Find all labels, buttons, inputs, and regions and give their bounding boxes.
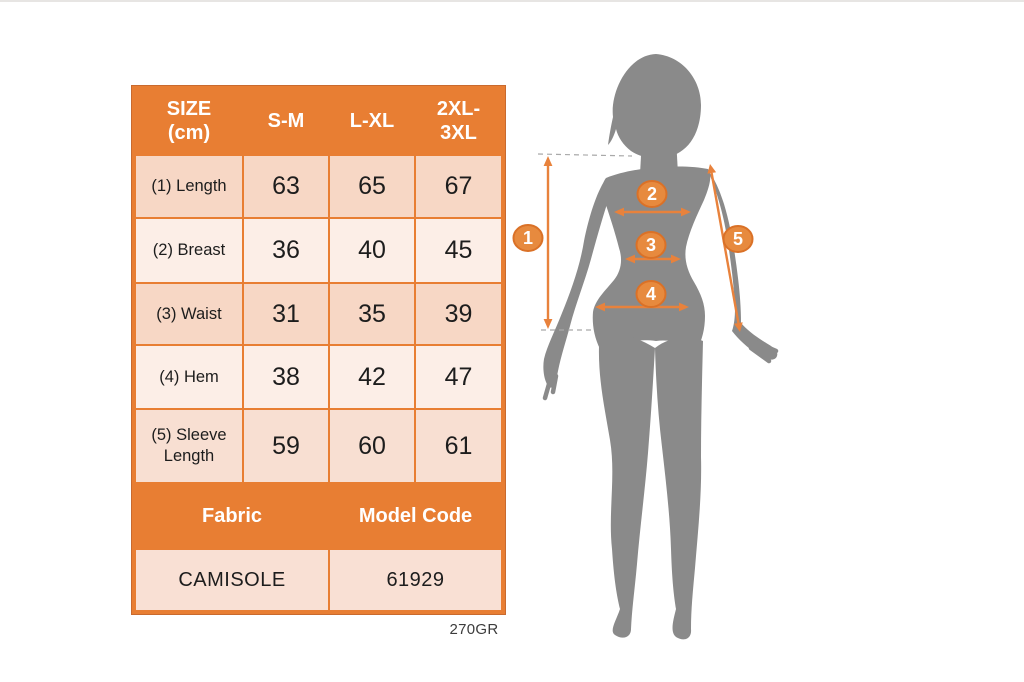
silhouette-left-hand-finger bbox=[545, 384, 549, 398]
fabric-value: CAMISOLE bbox=[136, 550, 328, 610]
header-size-cm bbox=[136, 90, 242, 154]
size-chart-table bbox=[131, 85, 506, 615]
row-hem-label: (4) Hem bbox=[136, 346, 242, 408]
row-hem-value-lxl: 42 bbox=[330, 346, 414, 408]
row-hem-value-2xl3xl: 47 bbox=[416, 346, 501, 408]
row-length-value-sm: 63 bbox=[244, 156, 328, 217]
row-waist-label: (3) Waist bbox=[136, 284, 242, 344]
badge-1-number: 1 bbox=[522, 228, 534, 248]
row-length-value-2xl3xl: 67 bbox=[416, 156, 501, 217]
fabric-header: Fabric bbox=[136, 484, 328, 548]
header-size-cm-label: SIZE (cm) bbox=[166, 98, 212, 144]
row-sleeve-value-2xl3xl: 61 bbox=[416, 410, 501, 482]
model-code-value: 61929 bbox=[330, 550, 501, 610]
row-sleeve-value-lxl: 60 bbox=[330, 410, 414, 482]
badge-2-number: 2 bbox=[646, 184, 658, 204]
body-silhouette-diagram bbox=[505, 42, 805, 654]
row-length-label: (1) Length bbox=[136, 156, 242, 217]
badge-5-number: 5 bbox=[732, 229, 744, 249]
header-2xl-3xl bbox=[416, 90, 501, 154]
female-silhouette bbox=[543, 54, 777, 639]
model-code-header: Model Code bbox=[330, 484, 501, 548]
measurement-figure bbox=[505, 42, 805, 654]
arrow-length-head-top bbox=[544, 156, 553, 166]
header-s-m: S-M bbox=[244, 90, 328, 154]
dashed-guide-top bbox=[538, 154, 632, 156]
badge-4-number: 4 bbox=[645, 284, 657, 304]
silhouette-right-arm bbox=[708, 171, 777, 360]
silhouette-left-leg bbox=[599, 330, 655, 638]
arrow-sleeve-head-top bbox=[707, 164, 716, 174]
row-sleeve-label-text: (5) Sleeve Length bbox=[151, 426, 227, 465]
row-breast-value-2xl3xl: 45 bbox=[416, 219, 501, 282]
header-2xl-3xl-label: 2XL-3XL bbox=[436, 98, 481, 144]
silhouette-left-hand-finger2 bbox=[553, 376, 556, 392]
badge-3-number: 3 bbox=[645, 235, 657, 255]
row-breast-value-sm: 36 bbox=[244, 219, 328, 282]
row-breast-label: (2) Breast bbox=[136, 219, 242, 282]
row-waist-value-sm: 31 bbox=[244, 284, 328, 344]
row-sleeve-label bbox=[136, 410, 242, 482]
row-waist-value-2xl3xl: 39 bbox=[416, 284, 501, 344]
row-waist-value-lxl: 35 bbox=[330, 284, 414, 344]
header-l-xl: L-XL bbox=[330, 90, 414, 154]
arrow-length-head-bottom bbox=[544, 319, 553, 329]
silhouette-right-leg bbox=[655, 337, 703, 639]
row-breast-value-lxl: 40 bbox=[330, 219, 414, 282]
row-hem-value-sm: 38 bbox=[244, 346, 328, 408]
row-sleeve-value-sm: 59 bbox=[244, 410, 328, 482]
row-length-value-lxl: 65 bbox=[330, 156, 414, 217]
weight-note: 270GR bbox=[449, 621, 499, 638]
